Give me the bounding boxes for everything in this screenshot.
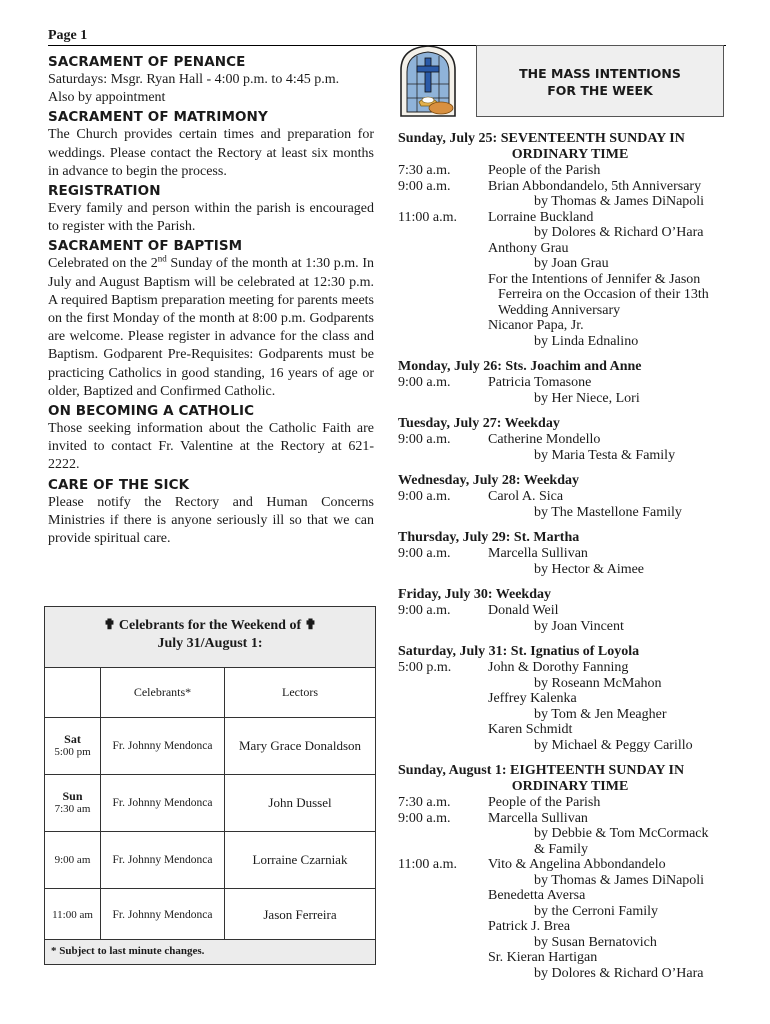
mass-time: 5:00 p.m. [398, 660, 452, 675]
intention-row [398, 795, 728, 811]
baptism-heading: SACRAMENT OF BAPTISM [48, 238, 243, 255]
intention-donor: by Joan Grau [534, 256, 609, 271]
intention-row [398, 505, 728, 521]
celebrants-title [45, 607, 375, 668]
intention-row [398, 873, 728, 889]
celebrants-title-line1 [45, 617, 375, 635]
intention-name: Patrick J. Brea [488, 919, 571, 934]
intention-row [398, 935, 728, 951]
penance-line1: Saturdays: Msgr. Ryan Hall - 4:00 p.m. to 4:45 p.m. [48, 72, 340, 87]
intention-name-cont: Ferreira on the Occasion of their 13th [498, 287, 709, 302]
matrimony-body: The Church provides certain times and preparation for weddings. Please contact the Rectory at least six months in advance to begin the process. [48, 127, 374, 179]
catholic-body: Those seeking information about the Catholic Faith are invited to contact Fr. Valentine at the Rectory at 621-2222. [48, 421, 374, 473]
intention-row [398, 904, 728, 920]
intention-row [398, 966, 728, 982]
intention-donor: by Dolores & Richard O’Hara [534, 225, 704, 240]
intention-name: Anthony Grau [488, 240, 569, 256]
baptism-body-sup: nd [157, 253, 167, 264]
baptism-section [48, 238, 374, 401]
intention-row [398, 919, 728, 935]
row-celebrant: Fr. Johnny Mendonca [101, 775, 225, 832]
intention-name: Sr. Kieran Hartigan [488, 950, 598, 965]
intention-name: People of the Parish [488, 163, 601, 178]
baptism-body-pre: Celebrated on the 2 [48, 256, 158, 272]
cross-icon: ✟ [103, 618, 116, 633]
intention-row [398, 950, 728, 966]
intention-name: Catherine Mondello [488, 432, 601, 447]
intention-row [398, 738, 728, 754]
row-celebrant: Fr. Johnny Mendonca [101, 889, 225, 941]
intention-row [398, 334, 728, 350]
day-sunday-july-25 [398, 131, 728, 349]
intention-name: For the Intentions of Jennifer & Jason [488, 271, 701, 287]
intention-row [398, 842, 728, 858]
intention-name: Marcella Sullivan [488, 810, 588, 826]
intention-donor: by Susan Bernatovich [534, 934, 657, 950]
intention-donor: by Maria Testa & Family [534, 447, 676, 463]
intention-row [398, 603, 728, 619]
baptism-body [48, 255, 374, 401]
mass-time: 7:30 a.m. [398, 163, 451, 178]
intention-donor: by The Mastellone Family [534, 504, 682, 520]
intention-row [398, 722, 728, 738]
row-day-cell [45, 832, 101, 889]
row-lector: Lorraine Czarniak [225, 832, 375, 889]
intention-row [398, 225, 728, 241]
day-heading-line1: Sunday, August 1: EIGHTEENTH SUNDAY IN [398, 763, 685, 778]
intention-name: Carol A. Sica [488, 489, 564, 504]
row-lector: Jason Ferreira [263, 907, 337, 922]
intention-row [398, 857, 728, 873]
row-time: 7:30 am [54, 803, 91, 815]
day-heading [398, 131, 728, 163]
sick-heading: CARE OF THE SICK [48, 476, 190, 493]
intention-row [398, 660, 728, 676]
day-heading: Thursday, July 29: St. Martha [398, 530, 580, 545]
row-day: Sun [62, 789, 83, 803]
matrimony-heading: SACRAMENT OF MATRIMONY [48, 109, 268, 126]
penance-section [48, 54, 374, 107]
celebrants-grid [45, 668, 375, 941]
day-heading [398, 763, 728, 795]
catholic-section [48, 403, 374, 475]
mass-time: 9:00 a.m. [398, 489, 451, 504]
day-friday [398, 587, 728, 634]
row-day-cell [45, 889, 101, 941]
intention-row [398, 303, 728, 319]
page-label: Page 1 [48, 28, 88, 43]
intention-row [398, 691, 728, 707]
sick-section [48, 477, 374, 549]
header-lectors: Lectors [225, 668, 375, 718]
intention-row [398, 432, 728, 448]
day-sunday-august-1 [398, 763, 728, 981]
intention-name: Donald Weil [488, 603, 559, 618]
mass-time: 9:00 a.m. [398, 375, 451, 390]
church-window-icon [393, 44, 463, 120]
intention-row [398, 256, 728, 272]
day-monday [398, 359, 728, 406]
intention-donor: by Roseann McMahon [534, 675, 662, 691]
mass-intentions-list [398, 131, 728, 991]
intention-row [398, 489, 728, 505]
intention-row [398, 707, 728, 723]
celebrants-title-text: Celebrants for the Weekend of [118, 618, 302, 633]
mass-time: 9:00 a.m. [398, 432, 451, 447]
day-heading: Friday, July 30: Weekday [398, 587, 551, 602]
intention-row [398, 811, 728, 827]
row-celebrant: Fr. Johnny Mendonca [101, 832, 225, 889]
row-day: Sat [64, 732, 81, 746]
mass-intentions-title-line2: FOR THE WEEK [547, 83, 653, 98]
registration-body: Every family and person within the parish is encouraged to register with the Parish. [48, 201, 374, 235]
intention-donor: by Thomas & James DiNapoli [534, 872, 705, 888]
mass-intentions-title-line1: THE MASS INTENTIONS [519, 66, 681, 81]
intention-donor: by Tom & Jen Meagher [534, 706, 667, 722]
intention-name: Brian Abbondandelo, 5th Anniversary [488, 178, 702, 194]
intention-row [398, 546, 728, 562]
intention-name: Vito & Angelina Abbondandelo [488, 857, 666, 872]
day-wednesday [398, 473, 728, 520]
registration-heading: REGISTRATION [48, 183, 161, 200]
registration-section [48, 183, 374, 236]
left-column [48, 52, 374, 550]
row-celebrant: Fr. Johnny Mendonca [101, 718, 225, 775]
intention-row [398, 375, 728, 391]
mass-time: 9:00 a.m. [398, 810, 451, 826]
day-thursday [398, 530, 728, 577]
intention-row [398, 676, 728, 692]
intention-row [398, 318, 728, 334]
intention-name: Jeffrey Kalenka [488, 691, 577, 706]
mass-time: 9:00 a.m. [398, 178, 451, 194]
intention-row [398, 448, 728, 464]
intention-donor: by Michael & Peggy Carillo [534, 737, 693, 753]
intention-row [398, 272, 728, 288]
day-saturday [398, 644, 728, 753]
intention-row [398, 179, 728, 195]
intention-row [398, 619, 728, 635]
intention-donor: by Thomas & James DiNapoli [534, 194, 705, 209]
penance-body [48, 71, 374, 107]
intention-row [398, 888, 728, 904]
header-celebrants: Celebrants* [101, 668, 225, 718]
celebrants-table [44, 606, 376, 942]
intention-donor: by Dolores & Richard O’Hara [534, 965, 704, 981]
intention-donor: by Her Niece, Lori [534, 390, 640, 406]
intention-row [398, 391, 728, 407]
mass-time: 11:00 a.m. [398, 857, 457, 872]
mass-time: 7:30 a.m. [398, 795, 451, 810]
row-day-cell [45, 775, 101, 832]
row-time: 5:00 pm [54, 746, 91, 758]
intention-row [398, 287, 728, 303]
intention-row [398, 241, 728, 257]
intention-row [398, 163, 728, 179]
intention-donor: by Hector & Aimee [534, 561, 645, 577]
day-heading-line1: Sunday, July 25: SEVENTEENTH SUNDAY IN [398, 131, 685, 146]
catholic-heading: ON BECOMING A CATHOLIC [48, 403, 255, 420]
matrimony-section [48, 109, 374, 181]
intention-row [398, 194, 728, 210]
row-time: 11:00 am [52, 908, 93, 921]
mass-intentions-title-box [476, 45, 724, 117]
row-lector: John Dussel [225, 775, 375, 832]
intention-name: Lorraine Buckland [488, 209, 594, 225]
mass-time: 11:00 a.m. [398, 209, 457, 225]
intention-donor-cont: & Family [534, 841, 589, 857]
celebrants-title-line2: July 31/August 1: [157, 636, 263, 651]
intention-donor: by Debbie & Tom McCormack [534, 826, 709, 841]
intention-donor: by the Cerroni Family [534, 903, 659, 919]
intention-name-cont: Wedding Anniversary [498, 302, 621, 318]
row-lector: Mary Grace Donaldson [225, 718, 375, 775]
row-day-cell [45, 718, 101, 775]
mass-time: 9:00 a.m. [398, 546, 451, 561]
day-heading-line2: ORDINARY TIME [511, 147, 629, 162]
row-time: 9:00 am [54, 853, 91, 866]
mass-time: 9:00 a.m. [398, 603, 451, 618]
intention-row [398, 826, 728, 842]
penance-line2: Also by appointment [48, 90, 166, 106]
day-heading: Monday, July 26: Sts. Joachim and Anne [398, 359, 642, 374]
intention-row [398, 562, 728, 578]
intention-name: Marcella Sullivan [488, 546, 588, 561]
intention-name: Patricia Tomasone [488, 375, 592, 390]
baptism-body-post: Sunday of the month at 1:30 p.m. In July and August Baptism will be celebrated at 12:30 p.m. A required Baptism preparation meeting for parents meets on the first Monday of the month at 8:00 p.m. Godparents are welcome. Please register in advance for the class and Baptism. Godparent Pre-Requisites: Godparents must be practicing Catholics in good standing, 16 years of age or older, Baptized and Confirmed Catholic. [48, 256, 374, 399]
intention-name: Nicanor Papa, Jr. [488, 318, 584, 333]
day-heading-line2: ORDINARY TIME [511, 779, 629, 794]
intention-donor: by Joan Vincent [534, 618, 624, 634]
day-tuesday [398, 416, 728, 463]
celebrants-note: * Subject to last minute changes. [44, 939, 376, 965]
intention-name: Benedetta Aversa [488, 888, 586, 903]
day-heading: Wednesday, July 28: Weekday [398, 473, 580, 488]
day-heading: Tuesday, July 27: Weekday [398, 416, 560, 431]
penance-heading: SACRAMENT OF PENANCE [48, 54, 246, 70]
intention-name: People of the Parish [488, 795, 601, 810]
day-heading: Saturday, July 31: St. Ignatius of Loyola [398, 644, 640, 659]
intention-row [398, 210, 728, 226]
sick-body: Please notify the Rectory and Human Concerns Ministries if there is anyone seriously ill so that we can provide spiritual care. [48, 494, 374, 547]
cross-icon: ✟ [304, 618, 317, 633]
header-blank-cell [45, 668, 101, 718]
intention-name: Karen Schmidt [488, 722, 573, 737]
intention-donor: by Linda Ednalino [534, 333, 639, 349]
intention-name: John & Dorothy Fanning [488, 660, 629, 675]
